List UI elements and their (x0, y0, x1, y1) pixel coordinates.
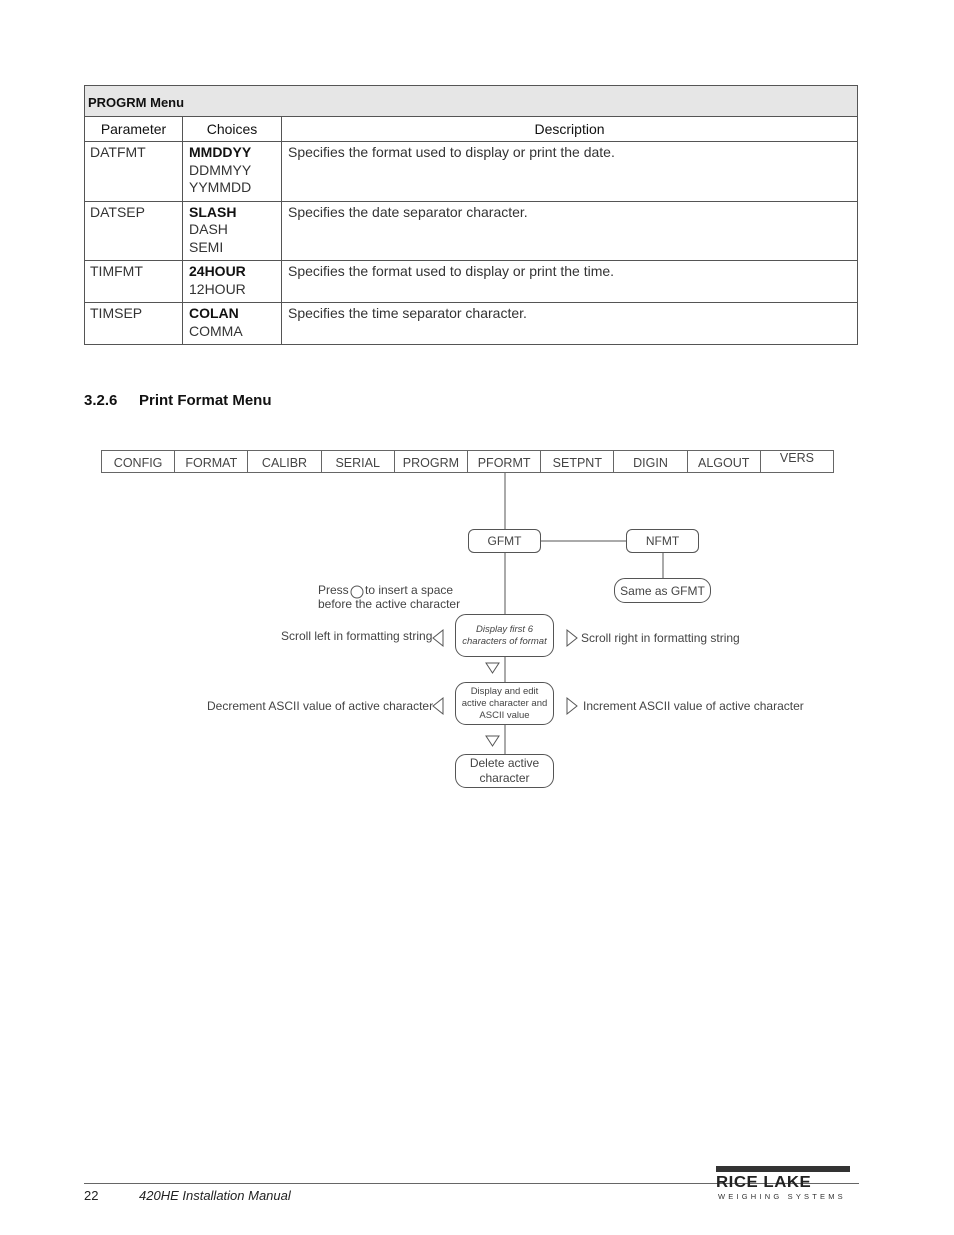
description-cell: Specifies the format used to display or print the date. (282, 142, 858, 202)
display-first-line1: Display first 6 (475, 623, 533, 635)
section-number: 3.2.6 (84, 392, 118, 409)
edit-char-box (455, 682, 554, 725)
page-number: 22 (84, 1188, 99, 1203)
press-label-end: to insert a space (365, 583, 454, 597)
left-arrow-icon (433, 630, 443, 646)
edit-line2: active character and (461, 697, 548, 709)
default-choice: MMDDYY (189, 144, 252, 160)
header-description: Description (282, 117, 858, 142)
default-choice: COLAN (189, 305, 239, 321)
menu-item-config: CONFIG (102, 451, 175, 472)
choice: 12HOUR (189, 280, 246, 297)
delete-line2: character (479, 771, 530, 785)
param-cell: DATFMT (85, 142, 183, 202)
choice: YYMMDD (189, 179, 252, 195)
gfmt-box: GFMT (468, 529, 541, 553)
rice-lake-logo (716, 1166, 856, 1200)
press-label-start: Press (318, 583, 349, 597)
default-choice: SLASH (189, 203, 237, 220)
nfmt-box: NFMT (626, 529, 699, 553)
right-arrow-icon (567, 630, 577, 646)
choice: SEMI (189, 238, 224, 255)
header-parameter: Parameter (85, 117, 183, 142)
menu-item-setpnt: SETPNT (541, 451, 614, 472)
menu-item-format: FORMAT (175, 451, 248, 472)
menu-item-serial: SERIAL (322, 451, 395, 472)
menu-item-vers: VERS (779, 451, 814, 465)
choice: DASH (189, 221, 228, 237)
menu-item-pformt: PFORMT (468, 451, 541, 472)
scroll-right-label: Scroll right in formatting string (581, 631, 740, 645)
menu-item-algout: ALGOUT (688, 451, 761, 472)
logo-name: RICE LAKE (716, 1174, 812, 1191)
increment-label: Increment ASCII value of active character (583, 699, 804, 713)
param-cell: DATSEP (85, 201, 183, 261)
header-choices: Choices (183, 117, 282, 142)
decrement-label: Decrement ASCII value of active character (207, 699, 434, 713)
choice: COMMA (189, 322, 243, 339)
description-cell: Specifies the format used to display or print the time. (282, 261, 858, 303)
edit-line1: Display and edit (470, 685, 539, 697)
down-arrow-icon (486, 736, 499, 746)
description-cell: Specifies the time separator character. (282, 303, 858, 345)
menu-item-progrm: PROGRM (395, 451, 468, 472)
table-title: PROGRM Menu (85, 86, 858, 117)
menu-item-calibr: CALIBR (248, 451, 321, 472)
description-cell: Specifies the date separator character. (282, 201, 858, 261)
display-first-box (455, 614, 554, 657)
right-arrow-icon (567, 698, 577, 714)
manual-title: 420HE Installation Manual (139, 1188, 291, 1203)
logo-tagline: WEIGHING SYSTEMS (718, 1192, 846, 1201)
param-cell: TIMFMT (85, 261, 183, 303)
left-arrow-icon (433, 698, 443, 714)
down-arrow-icon (486, 663, 499, 673)
edit-line3: ASCII value (479, 709, 530, 721)
menu-item-digin: DIGIN (614, 451, 687, 472)
delete-char-box (455, 754, 554, 788)
default-choice: 24HOUR (189, 263, 246, 279)
section-title: Print Format Menu (139, 392, 272, 409)
scroll-left-label: Scroll left in formatting string (281, 629, 433, 643)
choice: DDMMYY (189, 161, 252, 178)
delete-line1: Delete active (469, 756, 540, 770)
press-label-line2: before the active character (318, 597, 461, 611)
param-cell: TIMSEP (85, 303, 183, 345)
same-as-gfmt-box: Same as GFMT (614, 578, 711, 603)
logo-bar (716, 1166, 850, 1172)
display-first-line2: characters of format (462, 635, 547, 647)
